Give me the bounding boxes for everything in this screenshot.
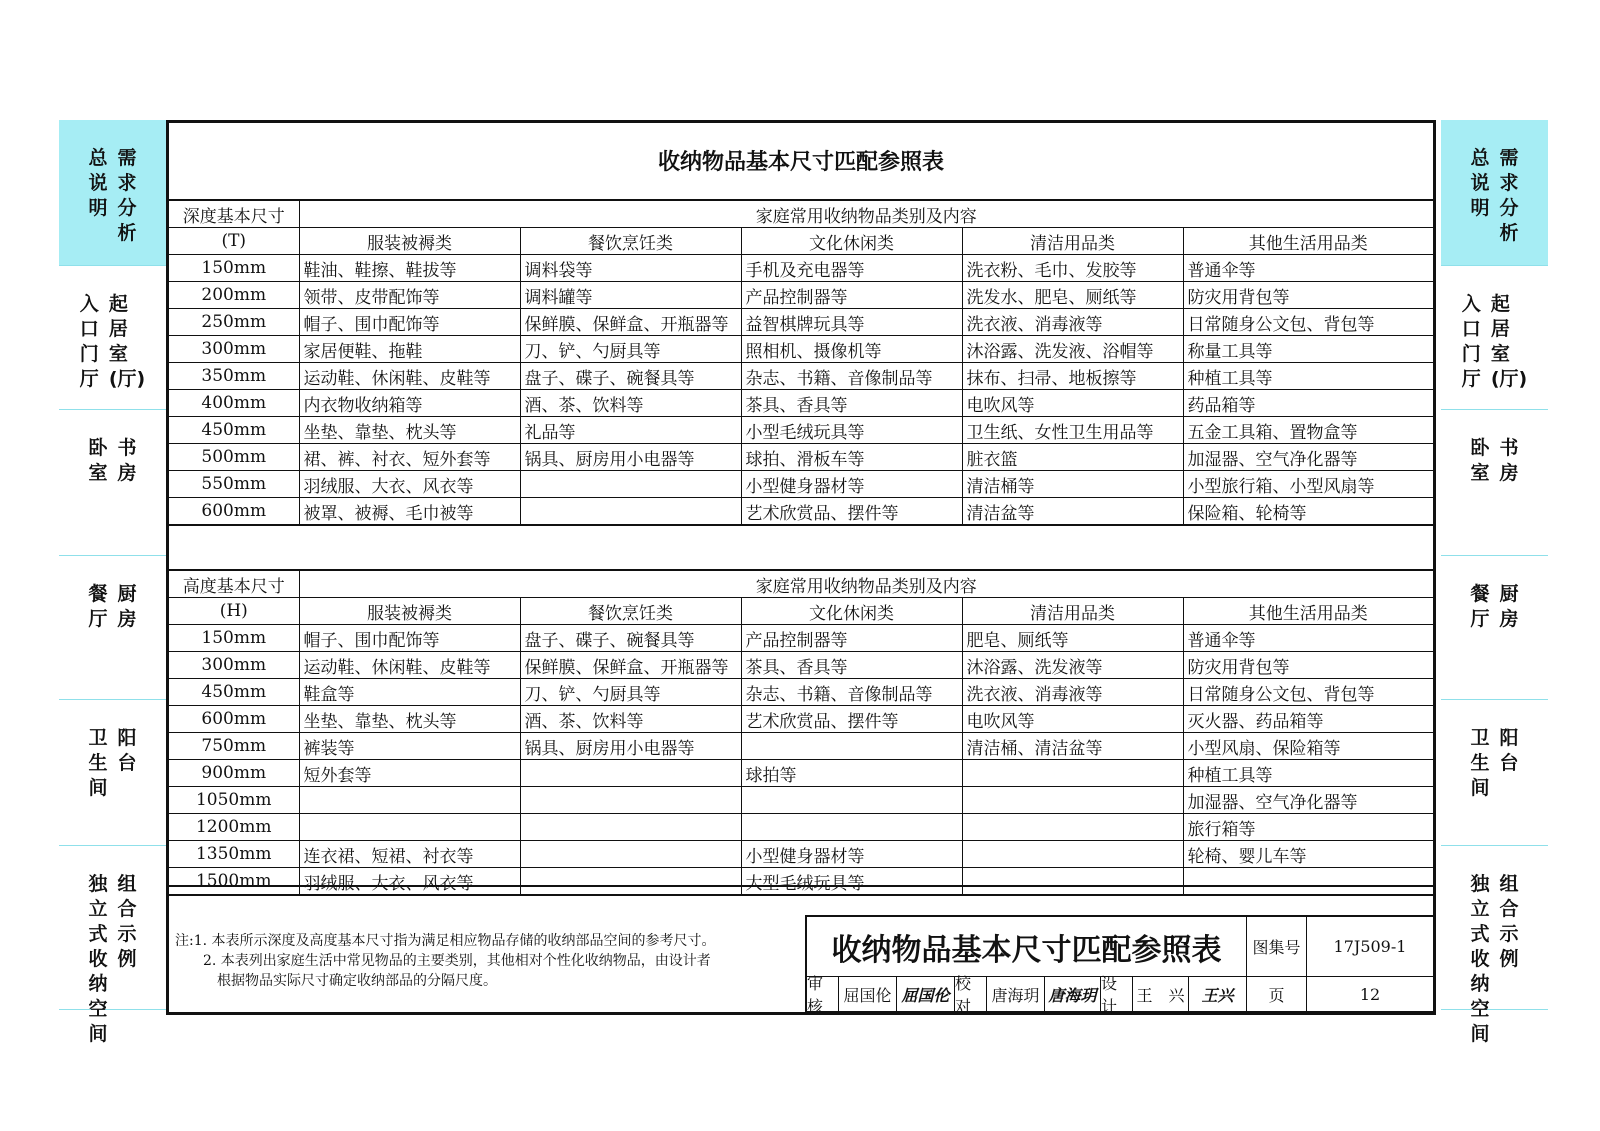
designer-name: 王 兴 — [1133, 977, 1189, 1012]
item-cell: 手机及充电器等 — [741, 255, 962, 282]
chapter-tab-char: 餐 — [1470, 583, 1490, 605]
check-label: 校对 — [955, 977, 987, 1012]
size-cell: 1350mm — [169, 841, 299, 868]
chapter-tab-char: 分 — [1499, 197, 1519, 219]
chapter-tab-char: 示 — [1499, 923, 1519, 945]
chapter-tab-char: 室 — [108, 343, 128, 365]
item-cell: 日常随身公文包、背包等 — [1183, 679, 1433, 706]
height-size-table — [169, 569, 1433, 896]
chapter-tab-char: 立 — [88, 898, 108, 920]
item-cell: 普通伞等 — [1183, 255, 1433, 282]
table-row — [169, 336, 1433, 363]
chapter-tab-char: 析 — [1499, 222, 1519, 244]
table-row — [169, 255, 1433, 282]
chapter-tab-left[interactable] — [59, 556, 166, 700]
chapter-tab-char: 室 — [88, 462, 108, 484]
chapter-tab-right[interactable] — [1441, 410, 1548, 556]
chapter-tab-right[interactable] — [1441, 556, 1548, 700]
chapter-tab-char: 厨 — [117, 583, 137, 605]
column-header: 其他生活用品类 — [1183, 228, 1433, 255]
item-cell: 产品控制器等 — [741, 625, 962, 652]
chapter-tab-text — [1491, 292, 1527, 392]
chapter-tab-char: 室 — [1470, 462, 1490, 484]
size-cell: 450mm — [169, 417, 299, 444]
item-cell: 锅具、厨房用小电器等 — [520, 733, 741, 760]
chapter-tab-char: 书 — [1499, 437, 1519, 459]
size-cell: 500mm — [169, 444, 299, 471]
item-cell: 保鲜膜、保鲜盒、开瓶器等 — [520, 652, 741, 679]
item-cell: 调料袋等 — [520, 255, 741, 282]
table-row — [169, 444, 1433, 471]
item-cell: 帽子、围巾配饰等 — [299, 309, 520, 336]
item-cell: 沐浴露、洗发液等 — [962, 652, 1183, 679]
chapter-tab-text — [118, 582, 137, 632]
item-cell: 艺术欣赏品、摆件等 — [741, 498, 962, 526]
chapter-tab-char: 生 — [88, 752, 108, 774]
height-group-header: 家庭常用收纳物品类别及内容 — [299, 570, 1433, 598]
chapter-tab-right[interactable] — [1441, 700, 1548, 846]
chapter-tab-text — [1500, 726, 1519, 776]
chapter-tab-left[interactable] — [59, 410, 166, 556]
item-cell — [1183, 868, 1433, 896]
item-cell: 礼品等 — [520, 417, 741, 444]
table-row — [169, 390, 1433, 417]
column-header: 服装被褥类 — [299, 228, 520, 255]
item-cell: 内衣物收纳箱等 — [299, 390, 520, 417]
item-cell — [741, 787, 962, 814]
table-row — [169, 733, 1433, 760]
chapter-tab-char: 间 — [1470, 1023, 1490, 1045]
item-cell: 羽绒服、大衣、风衣等 — [299, 471, 520, 498]
chapter-tab-text — [1470, 146, 1489, 221]
size-cell: 550mm — [169, 471, 299, 498]
size-cell: 150mm — [169, 625, 299, 652]
chapter-tab-char: 间 — [1470, 777, 1490, 799]
chapter-tab-char: 厨 — [1499, 583, 1519, 605]
depth-group-header: 家庭常用收纳物品类别及内容 — [299, 200, 1433, 228]
notes-divider — [169, 885, 1433, 887]
item-cell: 运动鞋、休闲鞋、皮鞋等 — [299, 652, 520, 679]
chapter-tab-char: 说 — [1470, 172, 1490, 194]
chapter-tab-char: 需 — [1499, 147, 1519, 169]
table-row — [169, 625, 1433, 652]
item-cell: 鞋油、鞋擦、鞋拔等 — [299, 255, 520, 282]
depth-header-label: 深度基本尺寸 — [169, 200, 299, 228]
item-cell: 茶具、香具等 — [741, 652, 962, 679]
item-cell: 裙、裤、衬衣、短外套等 — [299, 444, 520, 471]
chapter-tab-char: 合 — [117, 898, 137, 920]
item-cell — [741, 733, 962, 760]
chapter-tab-text — [88, 872, 107, 1047]
table-row — [169, 282, 1433, 309]
item-cell: 坐垫、靠垫、枕头等 — [299, 706, 520, 733]
item-cell — [520, 760, 741, 787]
checker-signature: 唐海玥 — [1045, 977, 1101, 1012]
chapter-tab-char: 组 — [117, 873, 137, 895]
item-cell: 被罩、被褥、毛巾被等 — [299, 498, 520, 526]
chapter-tab-char: 立 — [1470, 898, 1490, 920]
item-cell: 杂志、书籍、音像制品等 — [741, 363, 962, 390]
item-cell: 小型风扇、保险箱等 — [1183, 733, 1433, 760]
item-cell: 盘子、碟子、碗餐具等 — [520, 363, 741, 390]
chapter-tab-text — [1500, 436, 1519, 486]
title-block — [805, 915, 1433, 1016]
item-cell: 产品控制器等 — [741, 282, 962, 309]
chapter-tab-text — [1470, 582, 1489, 632]
chapter-tab-char: 说 — [88, 172, 108, 194]
chapter-tab-text — [118, 146, 137, 246]
chapter-tab-char: 卧 — [1470, 437, 1490, 459]
item-cell: 防灾用背包等 — [1183, 652, 1433, 679]
size-cell: 250mm — [169, 309, 299, 336]
chapter-tab-char: 示 — [117, 923, 137, 945]
chapter-tab-char: 间 — [88, 1023, 108, 1045]
chapter-tab-char: 析 — [117, 222, 137, 244]
item-cell — [520, 814, 741, 841]
chapter-tab-char: 间 — [88, 777, 108, 799]
column-header: 其他生活用品类 — [1183, 598, 1433, 625]
drawing-frame — [166, 120, 1436, 1015]
item-cell: 日常随身公文包、背包等 — [1183, 309, 1433, 336]
item-cell: 洗衣液、消毒液等 — [962, 679, 1183, 706]
chapter-tab-char: 纳 — [1470, 973, 1490, 995]
table-row — [169, 868, 1433, 896]
chapter-tab-char: 式 — [88, 923, 108, 945]
column-header: 服装被褥类 — [299, 598, 520, 625]
size-cell: 1050mm — [169, 787, 299, 814]
depth-header-unit: (T) — [169, 228, 299, 255]
table-row — [169, 471, 1433, 498]
item-cell: 刀、铲、勺厨具等 — [520, 336, 741, 363]
chapter-tab-char: 书 — [117, 437, 137, 459]
note-line: 2. 本表列出家庭生活中常见物品的主要类别，其他相对个性化收纳物品，由设计者 — [175, 953, 711, 969]
item-cell: 盘子、碟子、碗餐具等 — [520, 625, 741, 652]
chapter-tab-char: 例 — [117, 948, 137, 970]
item-cell: 种植工具等 — [1183, 760, 1433, 787]
chapter-tab-char: 阳 — [1499, 727, 1519, 749]
chapter-tab-char: 纳 — [88, 973, 108, 995]
chapter-tab-char: 房 — [117, 462, 137, 484]
table-row — [169, 309, 1433, 336]
chapter-tab-char: 总 — [1470, 147, 1490, 169]
item-cell: 保险箱、轮椅等 — [1183, 498, 1433, 526]
item-cell: 种植工具等 — [1183, 363, 1433, 390]
size-cell: 1200mm — [169, 814, 299, 841]
chapter-tab-char: 起 — [108, 293, 128, 315]
item-cell: 照相机、摄像机等 — [741, 336, 962, 363]
chapter-tab-char: 厅 — [88, 608, 108, 630]
chapter-tab-text — [118, 872, 137, 972]
chapter-tab-char: 独 — [1470, 873, 1490, 895]
item-cell: 酒、茶、饮料等 — [520, 390, 741, 417]
chapter-tab-char: 阳 — [117, 727, 137, 749]
item-cell: 普通伞等 — [1183, 625, 1433, 652]
column-header: 餐饮烹饪类 — [520, 598, 741, 625]
chapter-tab-char: 空 — [1470, 998, 1490, 1020]
item-cell: 药品箱等 — [1183, 390, 1433, 417]
item-cell: 卫生纸、女性卫生用品等 — [962, 417, 1183, 444]
size-cell: 350mm — [169, 363, 299, 390]
designer-signature: 王兴 — [1189, 977, 1247, 1012]
size-cell: 450mm — [169, 679, 299, 706]
column-header: 清洁用品类 — [962, 598, 1183, 625]
item-cell: 调料罐等 — [520, 282, 741, 309]
depth-size-table — [169, 199, 1433, 526]
size-cell: 750mm — [169, 733, 299, 760]
note-line: 根据物品实际尺寸确定收纳部品的分隔尺度。 — [175, 973, 497, 989]
checker-name: 唐海玥 — [987, 977, 1045, 1012]
size-cell: 1500mm — [169, 868, 299, 896]
item-cell: 鞋盒等 — [299, 679, 520, 706]
item-cell: 益智棋牌玩具等 — [741, 309, 962, 336]
chapter-tab-char: 入 — [1461, 293, 1481, 315]
chapter-tab-char: 合 — [1499, 898, 1519, 920]
item-cell: 羽绒服、大衣、风衣等 — [299, 868, 520, 896]
chapter-tab-right[interactable] — [1441, 120, 1548, 266]
page-label: 页 — [1247, 977, 1307, 1012]
design-label: 设计 — [1101, 977, 1133, 1012]
chapter-tab-text — [80, 292, 99, 392]
drawing-title: 收纳物品基本尺寸匹配参照表 — [807, 917, 1247, 977]
column-header: 文化休闲类 — [741, 598, 962, 625]
chapter-tab-text — [88, 146, 107, 221]
item-cell — [520, 498, 741, 526]
chapter-tab-text — [1500, 146, 1519, 246]
table-row — [169, 706, 1433, 733]
chapter-tab-char: 需 — [117, 147, 137, 169]
chapter-tab-char: 厅 — [1470, 608, 1490, 630]
item-cell: 小型健身器材等 — [741, 841, 962, 868]
size-cell: 300mm — [169, 336, 299, 363]
chapter-tab-char: 房 — [1499, 462, 1519, 484]
item-cell: 连衣裙、短裙、衬衣等 — [299, 841, 520, 868]
size-cell: 600mm — [169, 498, 299, 526]
chapter-tab-char: 求 — [1499, 172, 1519, 194]
chapter-tab-char: 例 — [1499, 948, 1519, 970]
item-cell: 球拍、滑板车等 — [741, 444, 962, 471]
chapter-tab-char: 总 — [88, 147, 108, 169]
chapter-tab-char: 收 — [88, 948, 108, 970]
table-row — [169, 841, 1433, 868]
reviewer-signature: 屈国伦 — [897, 977, 955, 1012]
item-cell — [962, 787, 1183, 814]
table-row — [169, 417, 1433, 444]
item-cell — [741, 814, 962, 841]
item-cell — [520, 868, 741, 896]
item-cell: 称量工具等 — [1183, 336, 1433, 363]
chapter-tab-char: 组 — [1499, 873, 1519, 895]
chapter-tab-char: 餐 — [88, 583, 108, 605]
table-row — [169, 363, 1433, 390]
chapter-tab-char: 生 — [1470, 752, 1490, 774]
chapter-tab-right[interactable] — [1441, 846, 1548, 1045]
right-chapter-tabs — [1441, 120, 1548, 1045]
item-cell — [962, 814, 1183, 841]
chapter-tab-char: 台 — [1499, 752, 1519, 774]
item-cell: 小型旅行箱、小型风扇等 — [1183, 471, 1433, 498]
chapter-tab-char: 口 — [1461, 318, 1481, 340]
item-cell: 五金工具箱、置物盒等 — [1183, 417, 1433, 444]
table-row — [169, 498, 1433, 526]
chapter-tab-char: 分 — [117, 197, 137, 219]
item-cell — [962, 760, 1183, 787]
chapter-tab-char: 入 — [79, 293, 99, 315]
item-cell: 电吹风等 — [962, 390, 1183, 417]
chapter-tab-left[interactable] — [59, 120, 166, 266]
chapter-tab-char: 式 — [1470, 923, 1490, 945]
item-cell: 裤装等 — [299, 733, 520, 760]
chapter-tab-char: 收 — [1470, 948, 1490, 970]
chapter-tab-char: 门 — [1461, 343, 1481, 365]
item-cell: 运动鞋、休闲鞋、皮鞋等 — [299, 363, 520, 390]
item-cell: 小型健身器材等 — [741, 471, 962, 498]
chapter-tab-text — [1462, 292, 1481, 392]
chapter-tab-char: 门 — [79, 343, 99, 365]
item-cell: 艺术欣赏品、摆件等 — [741, 706, 962, 733]
chapter-tab-char: 起 — [1490, 293, 1510, 315]
item-cell — [962, 868, 1183, 896]
item-cell: 保鲜膜、保鲜盒、开瓶器等 — [520, 309, 741, 336]
chapter-tab-text — [1470, 436, 1489, 486]
item-cell: 小型毛绒玩具等 — [741, 417, 962, 444]
chapter-tab-text — [1470, 872, 1489, 1047]
column-header: 清洁用品类 — [962, 228, 1183, 255]
item-cell: 球拍等 — [741, 760, 962, 787]
chapter-tab-char: (厅) — [1490, 368, 1528, 390]
page-number: 12 — [1307, 977, 1433, 1012]
item-cell: 灭火器、药品箱等 — [1183, 706, 1433, 733]
chapter-tab-char: 居 — [108, 318, 128, 340]
size-cell: 200mm — [169, 282, 299, 309]
chapter-tab-text — [88, 582, 107, 632]
item-cell: 脏衣篮 — [962, 444, 1183, 471]
item-cell: 肥皂、厕纸等 — [962, 625, 1183, 652]
chapter-tab-char: 明 — [1470, 197, 1490, 219]
item-cell: 短外套等 — [299, 760, 520, 787]
notes — [175, 931, 716, 991]
chapter-tab-text — [109, 292, 145, 392]
chapter-tab-text — [88, 436, 107, 486]
item-cell: 杂志、书籍、音像制品等 — [741, 679, 962, 706]
item-cell: 抹布、扫帚、地板擦等 — [962, 363, 1183, 390]
item-cell: 清洁盆等 — [962, 498, 1183, 526]
chapter-tab-char: 卧 — [88, 437, 108, 459]
chapter-tab-char: 明 — [88, 197, 108, 219]
item-cell: 加湿器、空气净化器等 — [1183, 444, 1433, 471]
atlas-number: 17J509-1 — [1307, 917, 1433, 977]
chapter-tab-text — [1500, 872, 1519, 972]
item-cell: 旅行箱等 — [1183, 814, 1433, 841]
size-cell: 150mm — [169, 255, 299, 282]
chapter-tab-char: (厅) — [108, 368, 146, 390]
item-cell: 加湿器、空气净化器等 — [1183, 787, 1433, 814]
review-label: 审核 — [807, 977, 839, 1012]
item-cell — [962, 841, 1183, 868]
atlas-label: 图集号 — [1247, 917, 1307, 977]
chapter-tab-text — [1470, 726, 1489, 801]
note-line: 注:1. 本表所示深度及高度基本尺寸指为满足相应物品存储的收纳部品空间的参考尺寸。 — [175, 933, 716, 949]
chapter-tab-right[interactable] — [1441, 266, 1548, 410]
chapter-tab-text — [118, 436, 137, 486]
chapter-tab-char: 房 — [1499, 608, 1519, 630]
item-cell: 大型毛绒玩具等 — [741, 868, 962, 896]
item-cell — [520, 471, 741, 498]
item-cell — [520, 787, 741, 814]
column-header: 文化休闲类 — [741, 228, 962, 255]
height-header-label: 高度基本尺寸 — [169, 570, 299, 598]
table-row — [169, 652, 1433, 679]
chapter-tab-text — [118, 726, 137, 776]
left-chapter-tabs — [59, 120, 166, 1045]
table-row — [169, 814, 1433, 841]
item-cell: 洗衣液、消毒液等 — [962, 309, 1183, 336]
item-cell: 轮椅、婴儿车等 — [1183, 841, 1433, 868]
item-cell: 沐浴露、洗发液、浴帽等 — [962, 336, 1183, 363]
chapter-tab-char: 卫 — [1470, 727, 1490, 749]
size-cell: 300mm — [169, 652, 299, 679]
chapter-tab-left[interactable] — [59, 846, 166, 1045]
chapter-tab-text — [1500, 582, 1519, 632]
chapter-tab-left[interactable] — [59, 266, 166, 410]
reviewer-name: 屈国伦 — [839, 977, 897, 1012]
item-cell: 洗发水、肥皂、厕纸等 — [962, 282, 1183, 309]
size-cell: 900mm — [169, 760, 299, 787]
chapter-tab-char: 居 — [1490, 318, 1510, 340]
size-cell: 600mm — [169, 706, 299, 733]
height-header-unit: (H) — [169, 598, 299, 625]
item-cell: 领带、皮带配饰等 — [299, 282, 520, 309]
chapter-tab-char: 独 — [88, 873, 108, 895]
item-cell: 酒、茶、饮料等 — [520, 706, 741, 733]
chapter-tab-char: 房 — [117, 608, 137, 630]
item-cell: 清洁桶、清洁盆等 — [962, 733, 1183, 760]
table-title: 收纳物品基本尺寸匹配参照表 — [657, 150, 944, 175]
item-cell: 防灾用背包等 — [1183, 282, 1433, 309]
item-cell — [299, 814, 520, 841]
chapter-tab-char: 空 — [88, 998, 108, 1020]
chapter-tab-char: 卫 — [88, 727, 108, 749]
chapter-tab-char: 厅 — [79, 368, 99, 390]
item-cell: 家居便鞋、拖鞋 — [299, 336, 520, 363]
chapter-tab-left[interactable] — [59, 700, 166, 846]
chapter-tab-char: 台 — [117, 752, 137, 774]
chapter-tab-char: 室 — [1490, 343, 1510, 365]
chapter-tab-text — [88, 726, 107, 801]
item-cell: 帽子、围巾配饰等 — [299, 625, 520, 652]
chapter-tab-char: 求 — [117, 172, 137, 194]
table-row — [169, 760, 1433, 787]
item-cell — [520, 841, 741, 868]
item-cell: 刀、铲、勺厨具等 — [520, 679, 741, 706]
item-cell: 电吹风等 — [962, 706, 1183, 733]
item-cell: 清洁桶等 — [962, 471, 1183, 498]
item-cell: 锅具、厨房用小电器等 — [520, 444, 741, 471]
item-cell: 茶具、香具等 — [741, 390, 962, 417]
chapter-tab-char: 口 — [79, 318, 99, 340]
size-cell: 400mm — [169, 390, 299, 417]
table-row — [169, 679, 1433, 706]
item-cell — [299, 787, 520, 814]
item-cell: 洗衣粉、毛巾、发胶等 — [962, 255, 1183, 282]
column-header: 餐饮烹饪类 — [520, 228, 741, 255]
table-row — [169, 787, 1433, 814]
item-cell: 坐垫、靠垫、枕头等 — [299, 417, 520, 444]
chapter-tab-char: 厅 — [1461, 368, 1481, 390]
